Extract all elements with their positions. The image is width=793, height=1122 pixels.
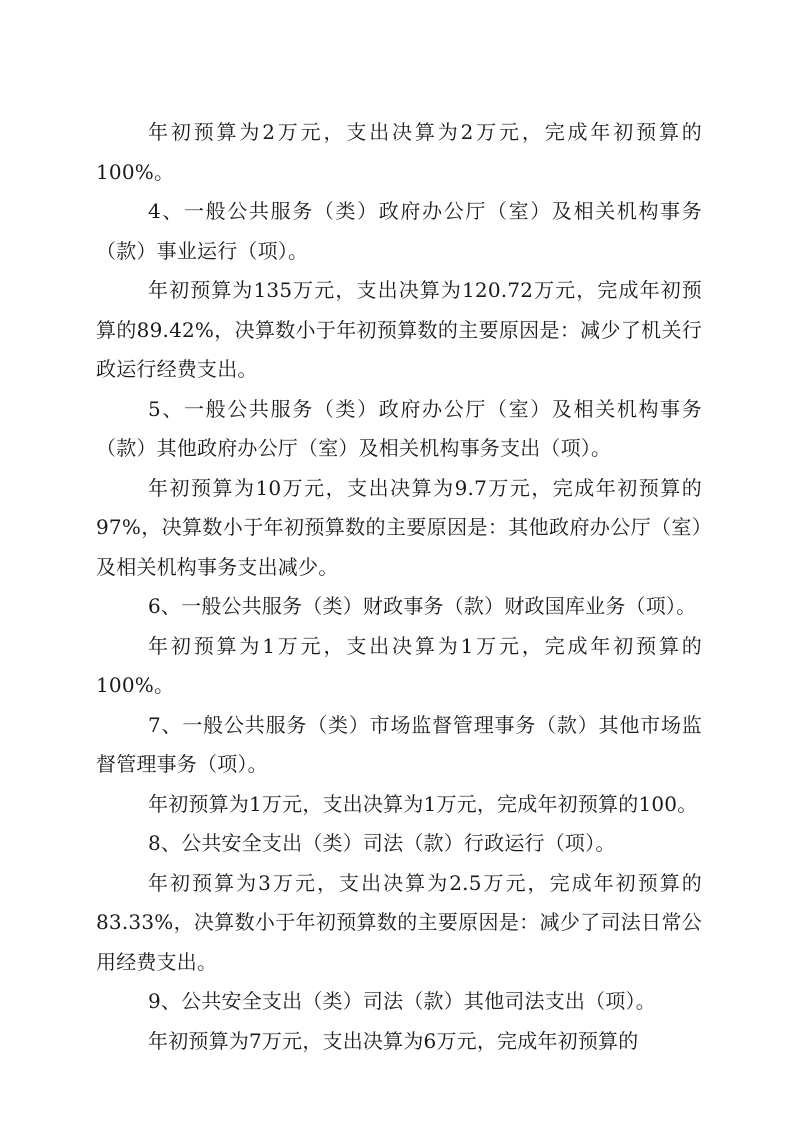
paragraph-item-6-result: 年初预算为1万元，支出决算为1万元，完成年初预算的100%。	[96, 633, 702, 697]
paragraph-item-5-result: 年初预算为10万元，支出决算为9.7万元，完成年初预算的97%，决算数小于年初预算数的主要原因是：其他政府办公厅（室）及相关机构事务支出减少。	[96, 475, 702, 579]
paragraph-item-7-heading: 7、一般公共服务（类）市场监督管理事务（款）其他市场监督管理事务（项）。	[96, 712, 702, 776]
body-text	[96, 113, 702, 1061]
paragraph-item-7-result: 年初预算为1万元，支出决算为1万元，完成年初预算的100。	[148, 791, 698, 816]
paragraph-item-4-result: 年初预算为135万元，支出决算为120.72万元，完成年初预算的89.42%，决算数小于年初预算数的主要原因是：减少了机关行政运行经费支出。	[96, 278, 702, 381]
paragraph-item-8-heading: 8、公共安全支出（类）司法（款）行政运行（项）。	[148, 831, 616, 855]
paragraph-item-4-heading: 4、一般公共服务（类）政府办公厅（室）及相关机构事务（款）事业运行（项）。	[96, 199, 702, 263]
paragraph-item-9-result: 年初预算为7万元，支出决算为6万元，完成年初预算的	[148, 1028, 639, 1053]
paragraph-budget-item-3-result: 年初预算为2万元，支出决算为2万元，完成年初预算的100%。	[96, 120, 702, 184]
paragraph-item-8-result: 年初预算为3万元，支出决算为2.5万元，完成年初预算的83.33%，决算数小于年初预算数的主要原因是：减少了司法日常公用经费支出。	[96, 870, 702, 974]
paragraph-item-5-heading: 5、一般公共服务（类）政府办公厅（室）及相关机构事务（款）其他政府办公厅（室）及相关机构事务支出（项）。	[96, 396, 702, 460]
paragraph-item-6-heading: 6、一般公共服务（类）财政事务（款）财政国库业务（项）。	[148, 594, 697, 618]
paragraph-item-9-heading: 9、公共安全支出（类）司法（款）其他司法支出（项）。	[148, 989, 656, 1013]
